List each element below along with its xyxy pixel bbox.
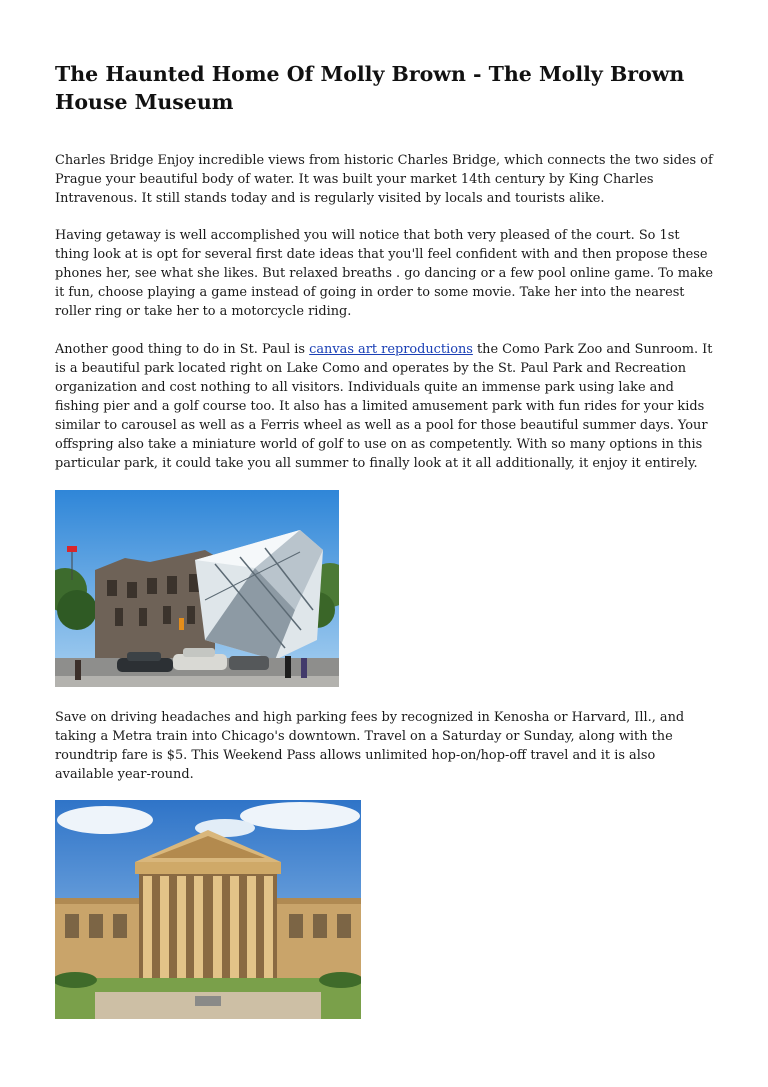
greek-revival-museum-photo — [55, 800, 361, 1019]
museum-crystal-illustration — [55, 490, 339, 687]
museum-crystal-photo — [55, 490, 339, 687]
canvas-art-link[interactable]: canvas art reproductions — [309, 342, 473, 357]
paragraph-metra-train: Save on driving headaches and high parking fees by recognized in Kenosha or Harvard, Ill., and taking a Metra train into Chicago's downtown. Travel on a Saturday or Sunday, along with the roundtrip fare is $5. This Weekend Pass allows unlimited hop-on/hop-off travel and it is also available year-round. — [55, 710, 685, 782]
paragraph-text-start: Another good thing to do in St. Paul is — [55, 342, 310, 357]
paragraph-getaway: Having getaway is well accomplished you will notice that both very pleased of the court. So 1st thing look at is opt for several first date ideas that you'll feel confident with and then propose these phones her, see what she likes. But relaxed breaths . go dancing or a few pool online game. To make it fun, choose playing a game instead of going in order to some movie. Take her into the nearest roller ring or take her to a motorcycle riding. — [55, 228, 714, 319]
paragraph-charles-bridge: Charles Bridge Enjoy incredible views from historic Charles Bridge, which connects the two sides of Prague your beautiful body of water. It was built your market 14th century by King Charles Intravenous. It still stands today and is regularly visited by locals and tourists alike. — [55, 153, 713, 206]
page-title: The Haunted Home Of Molly Brown - The Molly Brown House Museum — [55, 62, 685, 114]
greek-museum-illustration — [55, 800, 361, 1019]
paragraph-como-park — [55, 340, 715, 473]
paragraph-text-end: the Como Park Zoo and Sunroom. It is a beautiful park located right on Lake Como and operates by the St. Paul Park and Recreation organization and cost nothing to all visitors. Individuals quite an immense park using lake and fishing pier and a golf course too. It also has a limited amusement park with fun rides for your kids similar to carousel as well as a Ferris wheel as well as a pool for those beautiful summer days. Your offspring also take a miniature world of golf to use on as competently. With so many options in this particular park, it could take you all summer to finally look at it all additionally, it enjoy it entirely. — [55, 342, 713, 471]
